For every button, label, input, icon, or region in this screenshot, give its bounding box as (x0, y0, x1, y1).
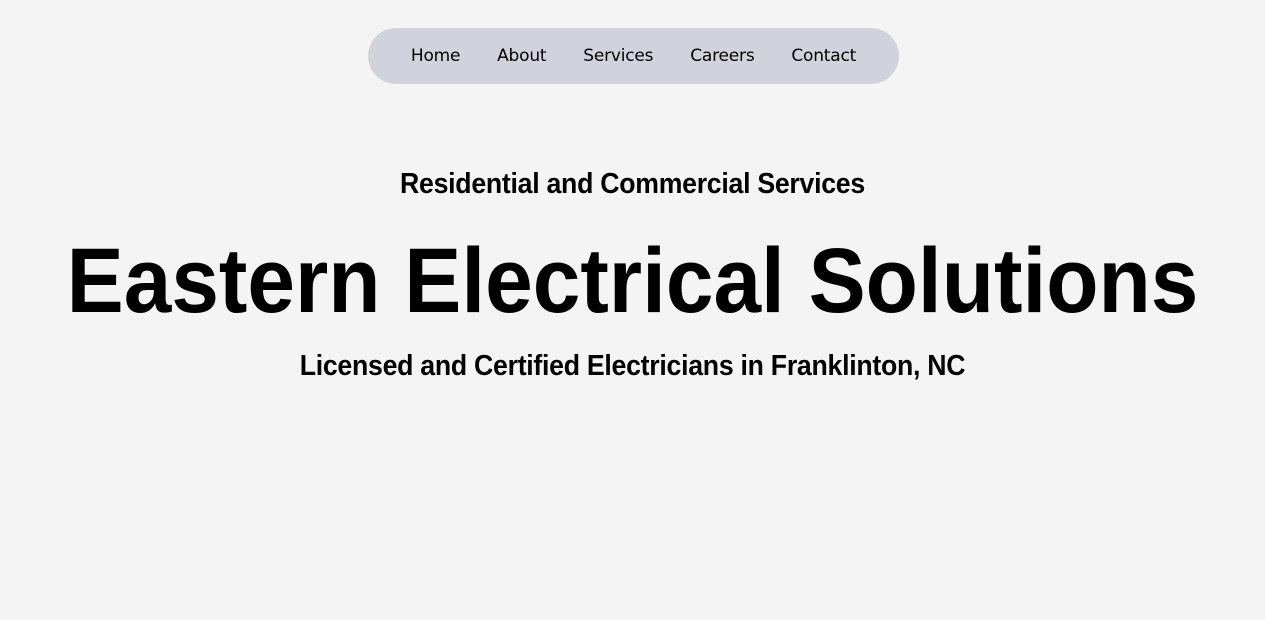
hero-subtitle: Residential and Commercial Services (400, 168, 865, 200)
nav-item-about[interactable]: About (497, 46, 547, 66)
nav-item-careers[interactable]: Careers (690, 46, 755, 66)
main-nav (368, 28, 899, 84)
nav-item-contact[interactable]: Contact (791, 46, 857, 66)
nav-item-home[interactable]: Home (410, 46, 461, 66)
nav-item-services[interactable]: Services (583, 46, 654, 66)
hero-tagline: Licensed and Certified Electricians in Franklinton, NC (299, 350, 966, 382)
page-title: Eastern Electrical Solutions (66, 230, 1199, 332)
